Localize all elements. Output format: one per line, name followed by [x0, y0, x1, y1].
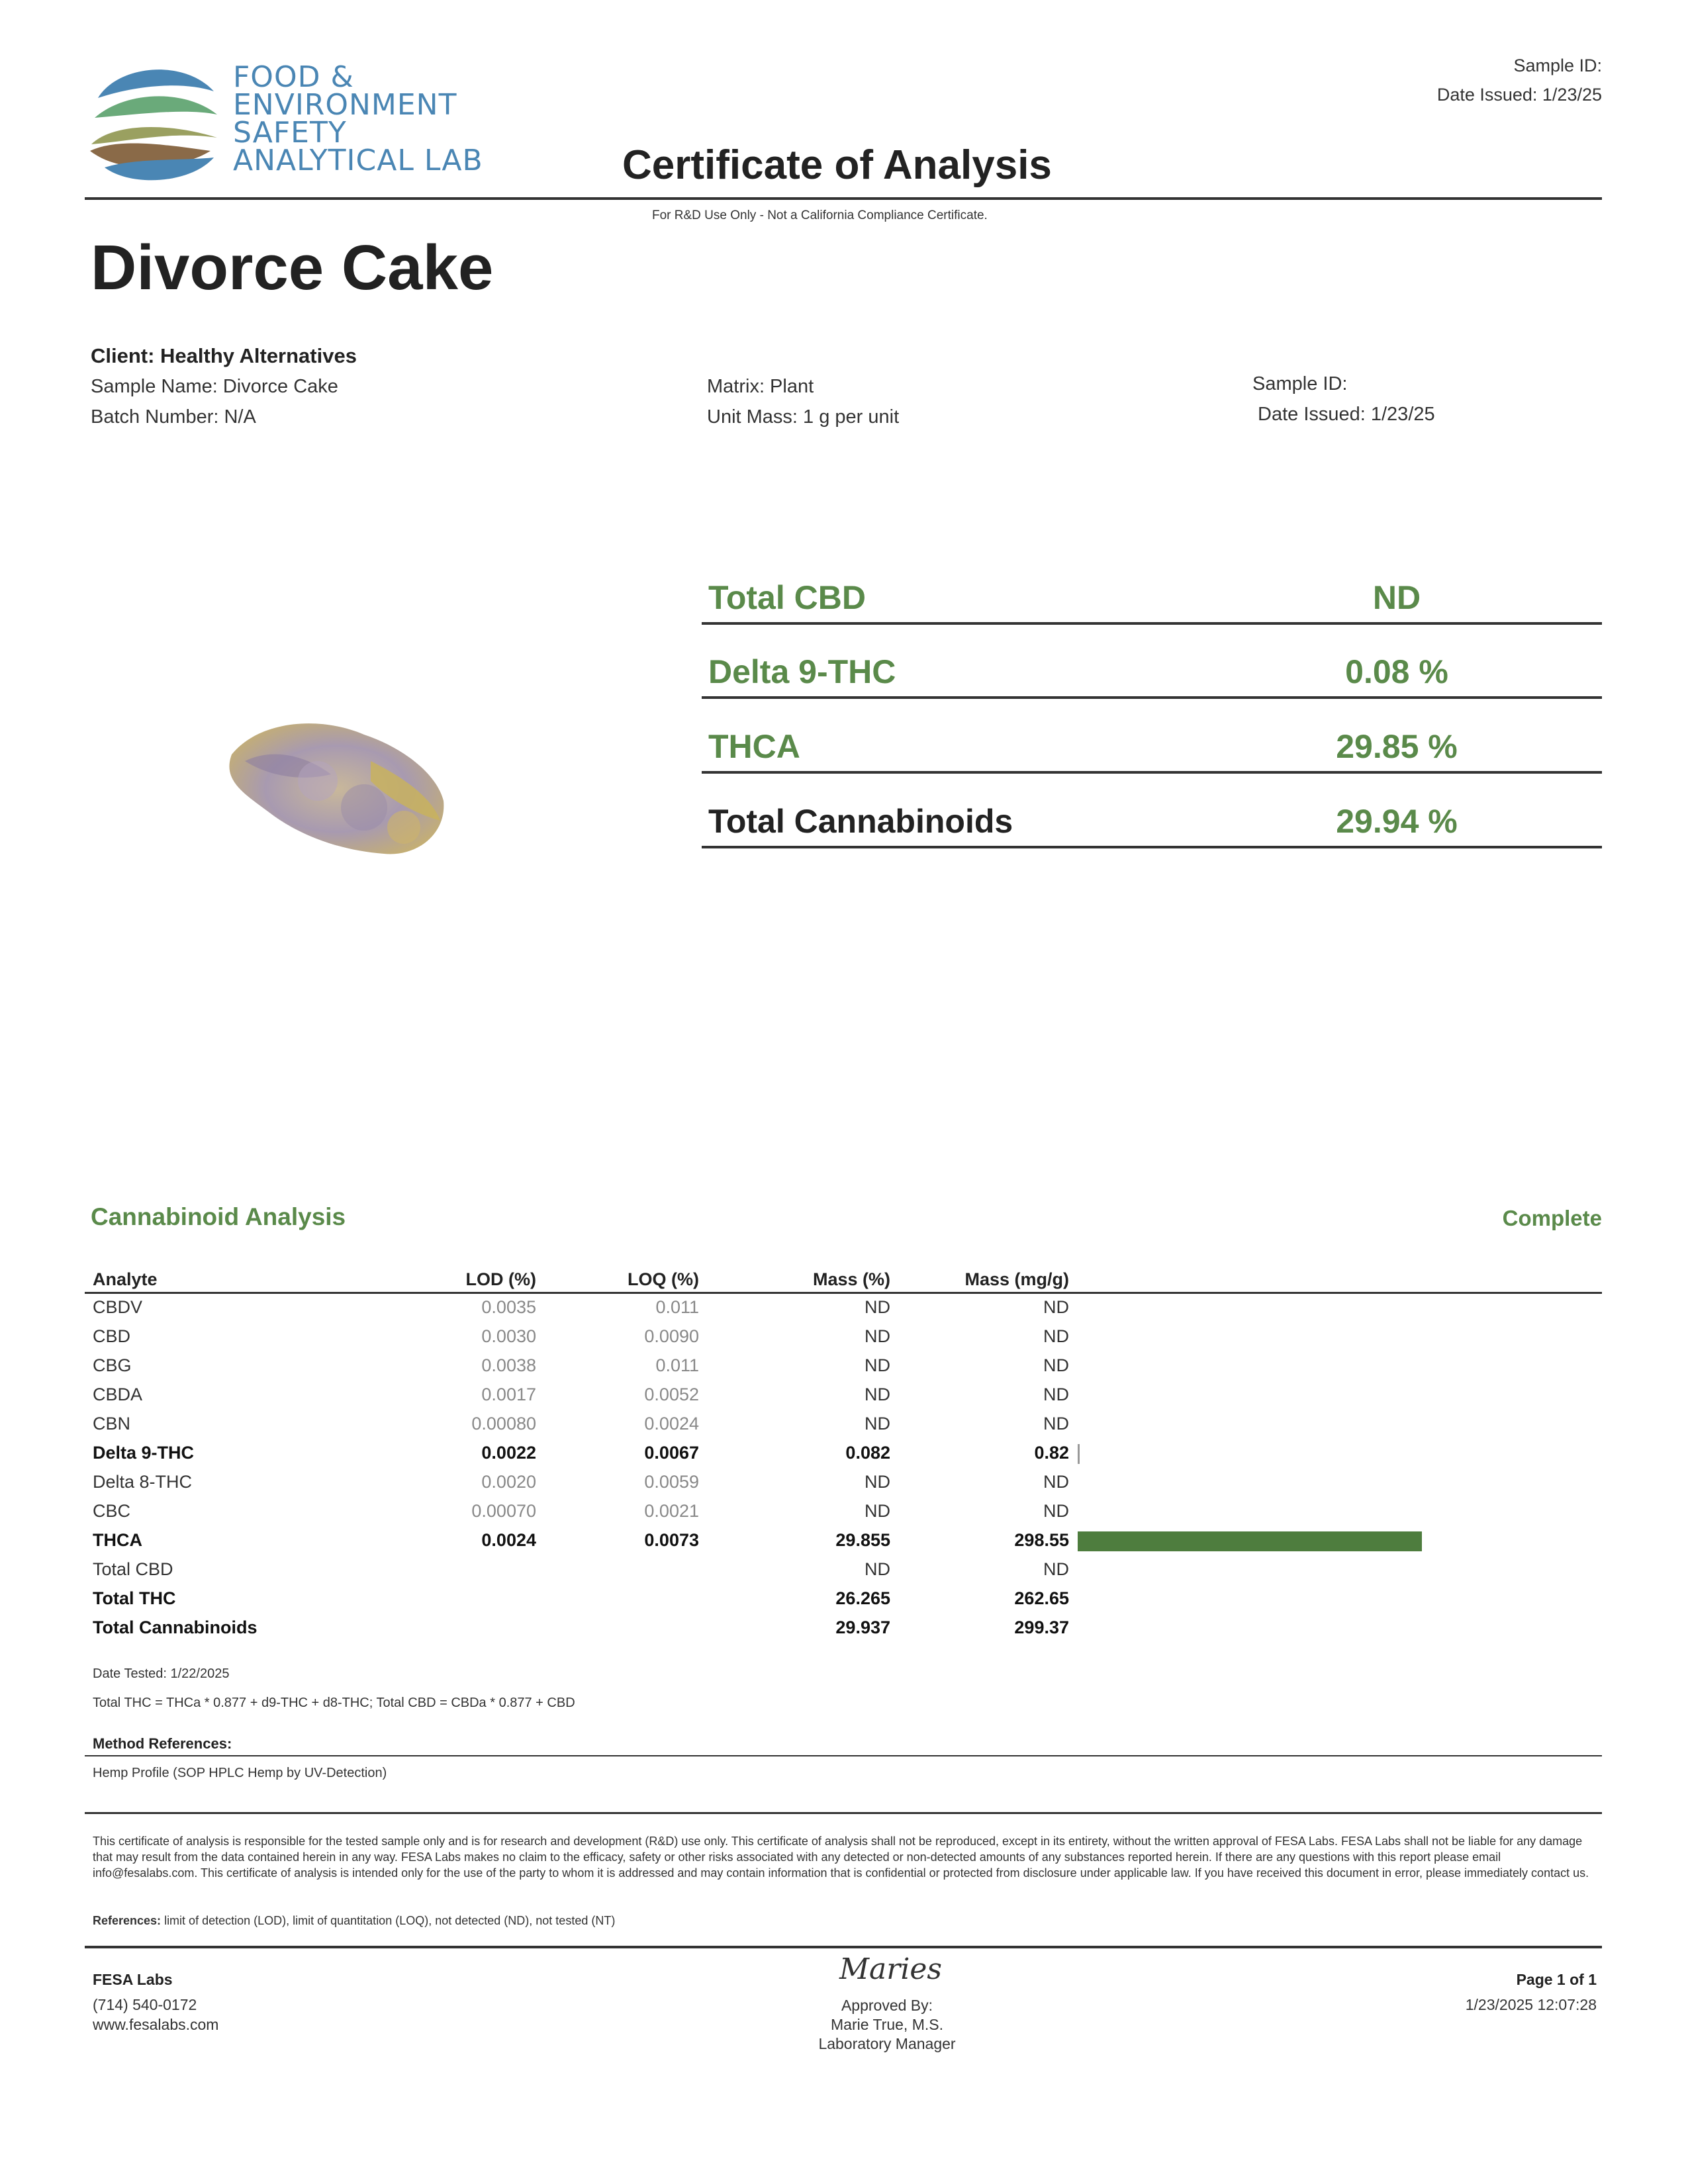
table-cell-mass-pct: ND — [865, 1385, 890, 1404]
summary-rule — [702, 846, 1602, 848]
info-sample-name: Sample Name: Divorce Cake — [91, 376, 338, 397]
footer-phone: (714) 540-0172 — [93, 1996, 197, 2013]
page-title: Certificate of Analysis — [622, 142, 1052, 188]
approved-by-label: Approved By: — [841, 1997, 933, 2014]
table-cell-analyte: Delta 8-THC — [93, 1472, 193, 1492]
table-cell-loq: 0.0090 — [644, 1326, 699, 1346]
summary-value: ND — [1372, 579, 1421, 616]
table-cell-mass-mg: ND — [1043, 1297, 1069, 1317]
table-cell-mass-mg: 299.37 — [1014, 1617, 1069, 1637]
table-cell-mass-mg: ND — [1043, 1501, 1069, 1521]
info-date-issued: Date Issued: 1/23/25 — [1258, 404, 1435, 425]
summary-value: 29.94 % — [1336, 803, 1458, 840]
lab-logo-icon — [85, 52, 224, 191]
table-cell-lod: 0.00080 — [471, 1414, 536, 1433]
table-cell-mass-mg: ND — [1043, 1559, 1069, 1579]
total-formula: Total THC = THCa * 0.877 + d9-THC + d8-THC; Total CBD = CBDa * 0.877 + CBD — [93, 1696, 575, 1710]
table-cell-loq: 0.0067 — [644, 1443, 699, 1463]
table-cell-lod: 0.0038 — [481, 1355, 536, 1375]
info-matrix: Matrix: Plant — [707, 376, 814, 397]
summary-label: Total Cannabinoids — [708, 803, 1013, 840]
analysis-title: Cannabinoid Analysis — [91, 1203, 346, 1230]
footer-company: FESA Labs — [93, 1971, 173, 1988]
header-date-issued: Date Issued: 1/23/25 — [1436, 85, 1602, 105]
table-cell-analyte: Total Cannabinoids — [93, 1617, 258, 1637]
logo-line-4: ANALYTICAL LAB — [233, 144, 483, 177]
table-cell-mass-pct: ND — [865, 1472, 890, 1492]
logo-text — [233, 60, 483, 177]
table-cell-mass-pct: 26.265 — [835, 1588, 890, 1608]
table-cell-loq: 0.0024 — [644, 1414, 699, 1433]
footer-timestamp: 1/23/2025 12:07:28 — [1465, 1996, 1597, 2013]
disclaimer-text: This certificate of analysis is responsible for the tested sample only and is for research and development (R&D) use only. This certificate of analysis shall not be reproduced, except in its entirety, without the written approval of FESA Labs. FESA Labs shall not be liable for any damage that may result from the data contained herein in any way. FESA Labs makes no claim to the efficacy, safety or other risks associated with any detected or non-detected amounts of any substances reported herein. If there are any questions with this report please email info@fesalabs.com. This certificate of analysis is intended only for the use of the party to whom it is addressed and may contain information that is confidential or protected from disclosure under applicable law. If you have received this document in error, please immediately contact us. — [93, 1835, 1589, 1880]
approver-name: Marie True, M.S. — [831, 2016, 943, 2033]
table-cell-mass-mg: 0.82 — [1034, 1443, 1069, 1463]
header-sample-id: Sample ID: — [1513, 56, 1602, 75]
product-image — [218, 702, 457, 867]
table-cell-analyte: Delta 9-THC — [93, 1443, 195, 1463]
col-mass-mg: Mass (mg/g) — [964, 1269, 1069, 1289]
table-cell-loq: 0.0073 — [644, 1530, 699, 1550]
approver-block — [745, 1996, 1029, 2054]
table-cell-mass-mg: 262.65 — [1014, 1588, 1069, 1608]
table-cell-lod: 0.0022 — [481, 1443, 536, 1463]
date-tested: Date Tested: 1/22/2025 — [93, 1666, 230, 1681]
table-cell-loq: 0.0059 — [644, 1472, 699, 1492]
info-sample-id: Sample ID: — [1252, 373, 1348, 394]
table-cell-mass-pct: ND — [865, 1559, 890, 1579]
col-analyte: Analyte — [93, 1269, 158, 1289]
signature: Maries — [839, 1952, 943, 1986]
summary-label: THCA — [708, 728, 800, 765]
table-cell-mass-pct: 0.082 — [845, 1443, 890, 1463]
table-cell-mass-pct: 29.937 — [835, 1617, 890, 1637]
table-header-rule — [85, 1292, 1602, 1294]
table-cell-mass-mg: ND — [1043, 1326, 1069, 1346]
mass-bar — [1078, 1444, 1080, 1464]
table-cell-analyte: Total CBD — [93, 1559, 173, 1579]
col-loq: LOQ (%) — [628, 1269, 699, 1289]
table-cell-loq: 0.0052 — [644, 1385, 699, 1404]
page-subtitle: For R&D Use Only - Not a California Compliance Certificate. — [652, 208, 988, 222]
table-cell-lod: 0.0017 — [481, 1385, 536, 1404]
table-cell-mass-pct: ND — [865, 1326, 890, 1346]
info-unit-mass: Unit Mass: 1 g per unit — [707, 406, 900, 428]
summary-label: Total CBD — [708, 579, 866, 616]
analysis-status: Complete — [1502, 1206, 1602, 1230]
references — [93, 1913, 615, 1929]
table-cell-analyte: CBN — [93, 1414, 131, 1433]
summary-rule — [702, 622, 1602, 625]
cannabis-bud-icon — [218, 702, 457, 867]
references-text: limit of detection (LOD), limit of quantitation (LOQ), not detected (ND), not tested (NT) — [161, 1914, 616, 1927]
info-client: Client: Healthy Alternatives — [91, 344, 357, 367]
product-name: Divorce Cake — [91, 232, 494, 303]
col-mass-pct: Mass (%) — [812, 1269, 890, 1289]
table-cell-mass-mg: ND — [1043, 1414, 1069, 1433]
summary-rule — [702, 771, 1602, 774]
method-text: Hemp Profile (SOP HPLC Hemp by UV-Detection) — [93, 1766, 387, 1780]
table-cell-mass-pct: 29.855 — [835, 1530, 890, 1550]
table-cell-mass-mg: 298.55 — [1014, 1530, 1069, 1550]
summary-value: 29.85 % — [1336, 728, 1458, 765]
table-cell-analyte: CBC — [93, 1501, 131, 1521]
footer-rule — [85, 1946, 1602, 1948]
table-cell-lod: 0.0024 — [481, 1530, 536, 1550]
method-rule — [85, 1755, 1602, 1756]
table-cell-mass-pct: ND — [865, 1414, 890, 1433]
approver-title: Laboratory Manager — [818, 2035, 956, 2052]
table-cell-loq: 0.011 — [655, 1355, 699, 1375]
table-cell-lod: 0.0030 — [481, 1326, 536, 1346]
summary-value: 0.08 % — [1345, 653, 1448, 690]
table-cell-lod: 0.0020 — [481, 1472, 536, 1492]
table-cell-analyte: CBDV — [93, 1297, 143, 1317]
table-cell-loq: 0.011 — [655, 1297, 699, 1317]
method-title: Method References: — [93, 1735, 232, 1752]
table-cell-analyte: CBG — [93, 1355, 132, 1375]
summary-label: Delta 9-THC — [708, 653, 896, 690]
page-number: Page 1 of 1 — [1516, 1971, 1597, 1988]
table-cell-mass-pct: ND — [865, 1355, 890, 1375]
disclaimer-rule — [85, 1812, 1602, 1814]
table-cell-mass-pct: ND — [865, 1501, 890, 1521]
references-label: References: — [93, 1914, 162, 1927]
footer-web: www.fesalabs.com — [93, 2016, 219, 2033]
table-cell-analyte: Total THC — [93, 1588, 176, 1608]
table-cell-mass-mg: ND — [1043, 1472, 1069, 1492]
col-lod: LOD (%) — [465, 1269, 536, 1289]
logo-line-2: ENVIRONMENT — [233, 88, 457, 122]
table-cell-analyte: CBD — [93, 1326, 131, 1346]
table-cell-lod: 0.0035 — [481, 1297, 536, 1317]
table-cell-mass-pct: ND — [865, 1297, 890, 1317]
table-cell-mass-mg: ND — [1043, 1385, 1069, 1404]
table-cell-loq: 0.0021 — [644, 1501, 699, 1521]
table-cell-analyte: CBDA — [93, 1385, 143, 1404]
logo-line-1: FOOD & — [233, 60, 354, 94]
table-cell-lod: 0.00070 — [471, 1501, 536, 1521]
lab-logo — [85, 52, 224, 191]
info-batch: Batch Number: N/A — [91, 406, 256, 428]
logo-line-3: SAFETY — [233, 116, 347, 150]
table-cell-analyte: THCA — [93, 1530, 142, 1550]
mass-bar — [1078, 1531, 1422, 1551]
summary-rule — [702, 696, 1602, 699]
table-cell-mass-mg: ND — [1043, 1355, 1069, 1375]
title-rule — [85, 197, 1602, 200]
